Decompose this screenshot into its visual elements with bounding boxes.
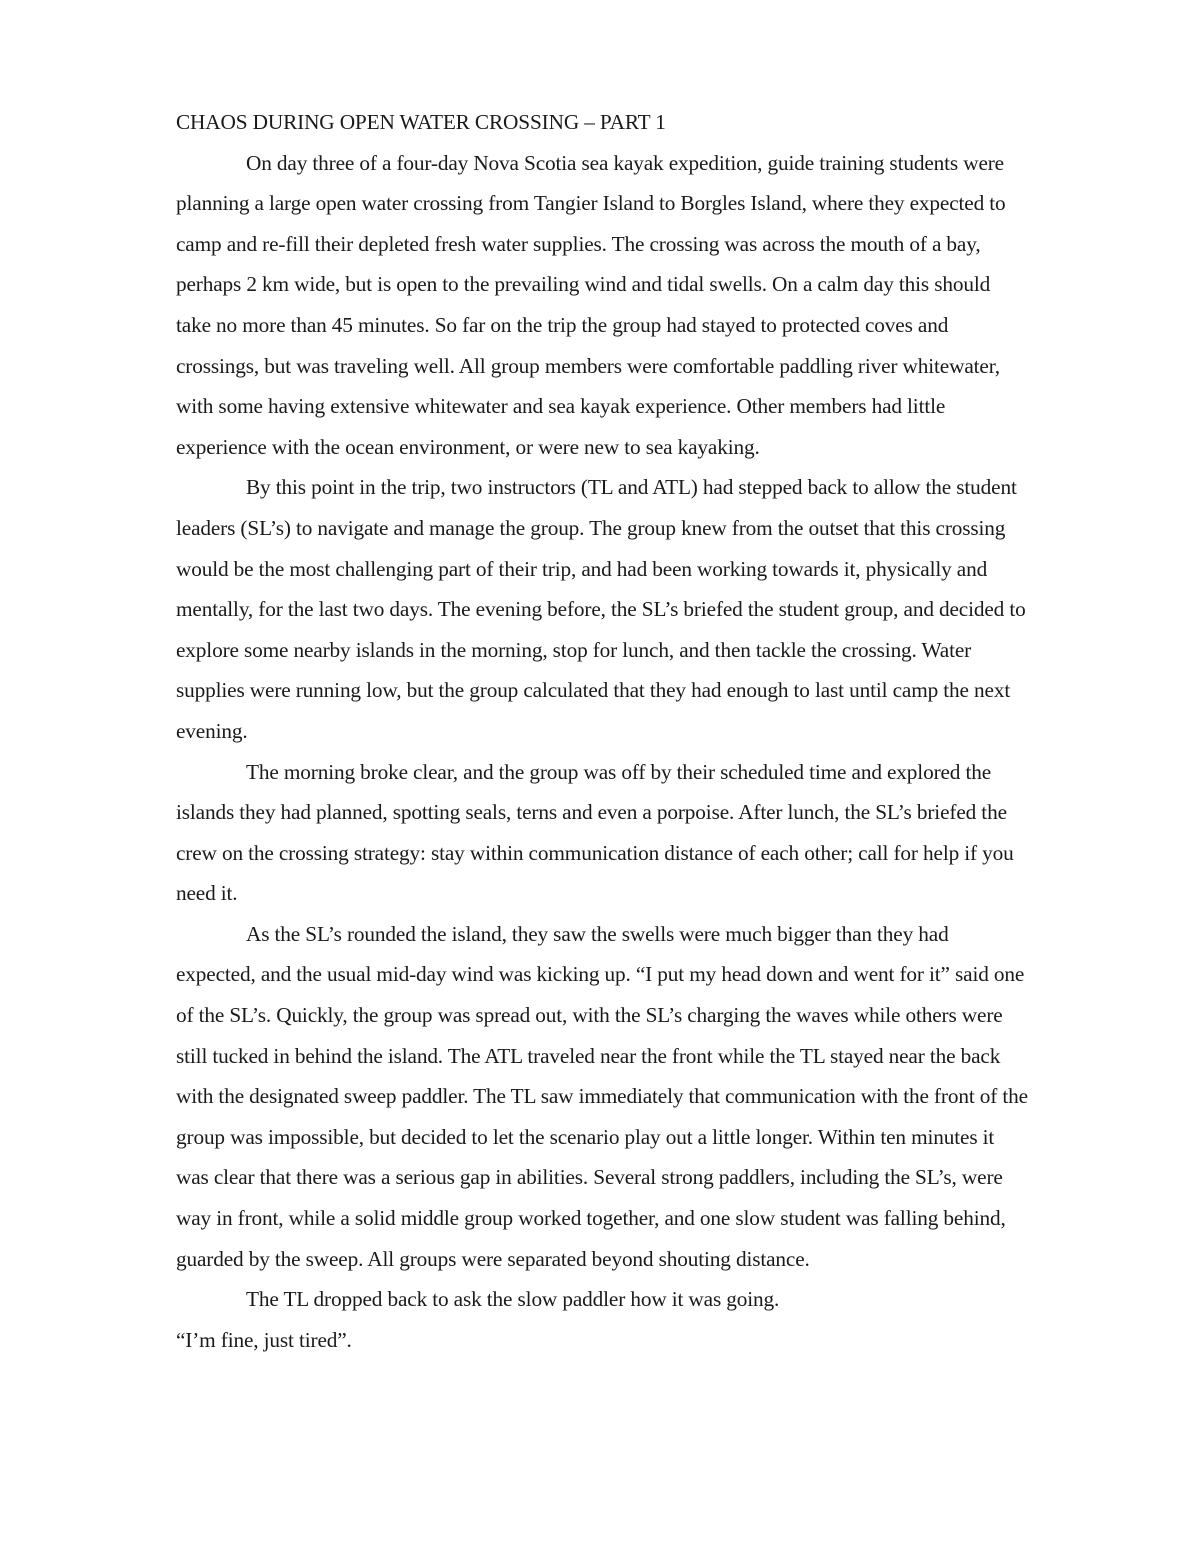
paragraph: The TL dropped back to ask the slow paddler how it was going.	[246, 1287, 780, 1312]
document-title: CHAOS DURING OPEN WATER CROSSING – PART 1	[176, 110, 666, 134]
paragraph: The morning broke clear, and the group was off by their scheduled time and explored the islands they had planned, spotting seals, terns and even a porpoise. After lunch, the SL’s briefed the crew on the crossing strategy: stay within communication distance of each other; call for help if you need it.	[176, 759, 1014, 906]
document-body	[176, 102, 1028, 1360]
paragraph: By this point in the trip, two instructors (TL and ATL) had stepped back to allow the student leaders (SL’s) to navigate and manage the group. The group knew from the outset that this crossing would be the most challenging part of their trip, and had been working towards it, physically and mentally, for the last two days. The evening before, the SL’s briefed the student group, and decided to explore some nearby islands in the morning, stop for lunch, and then tackle the crossing. Water supplies were running low, but the group calculated that they had enough to last until camp the next evening.	[176, 475, 1026, 743]
paragraph: On day three of a four-day Nova Scotia sea kayak expedition, guide training students were planning a large open water crossing from Tangier Island to Borgles Island, where they expected to camp and re-fill their depleted fresh water supplies. The crossing was across the mouth of a bay, perhaps 2 km wide, but is open to the prevailing wind and tidal swells. On a calm day this should take no more than 45 minutes. So far on the trip the group had stayed to protected coves and crossings, but was traveling well. All group members were comfortable paddling river whitewater, with some having extensive whitewater and sea kayak experience. Other members had little experience with the ocean environment, or were new to sea kayaking.	[176, 150, 1006, 459]
paragraph: As the SL’s rounded the island, they saw the swells were much bigger than they had expected, and the usual mid-day wind was kicking up. “I put my head down and went for it” said one of the SL’s. Quickly, the group was spread out, with the SL’s charging the waves while others were still tucked in behind the island. The ATL traveled near the front while the TL stayed near the back with the designated sweep paddler. The TL saw immediately that communication with the front of the group was impossible, but decided to let the scenario play out a little longer. Within ten minutes it was clear that there was a serious gap in abilities. Several strong paddlers, including the SL’s, were way in front, while a solid middle group worked together, and one slow student was falling behind, guarded by the sweep. All groups were separated beyond shouting distance.	[176, 921, 1028, 1271]
dialogue-quote: “I’m fine, just tired”.	[176, 1327, 352, 1352]
